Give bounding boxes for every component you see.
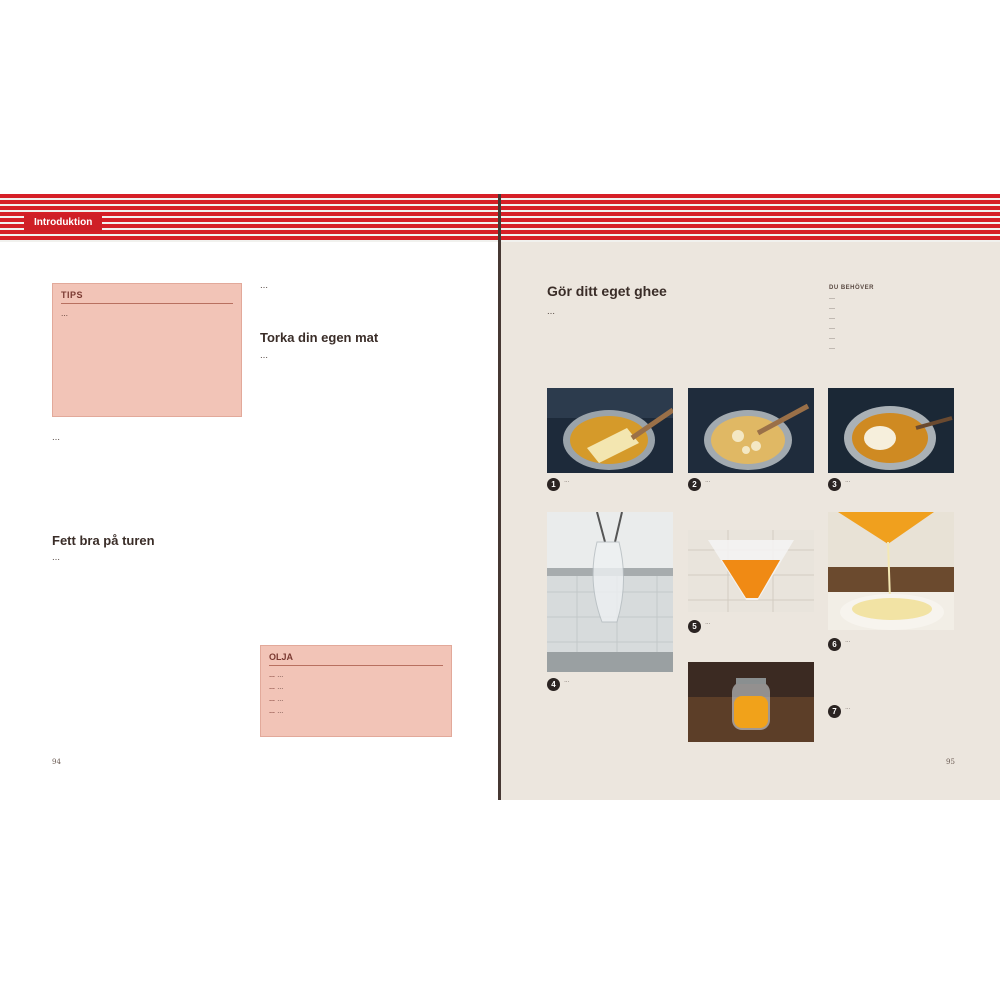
col2-top: … [260, 281, 268, 290]
step-number: 5 [688, 620, 701, 633]
step-number: 4 [547, 678, 560, 691]
step-text: … [845, 638, 851, 644]
step-text: … [845, 478, 851, 484]
facts-box [260, 645, 452, 737]
photo-step-7 [688, 662, 814, 742]
step-5 [688, 620, 814, 631]
step-1 [547, 478, 673, 489]
step-number: 3 [828, 478, 841, 491]
step-4 [547, 678, 673, 689]
step-number: 6 [828, 638, 841, 651]
facts-list [269, 670, 443, 718]
step-6 [828, 638, 954, 649]
recipe-title: Gör ditt eget ghee [547, 283, 667, 299]
ingredient-item: … [829, 294, 835, 301]
ingredient-item: … [829, 314, 835, 321]
step-2 [688, 478, 814, 489]
facts-title: OLJA [269, 652, 443, 666]
page-number-left: 94 [52, 758, 61, 766]
page-number-right: 95 [946, 758, 955, 766]
ingredient-item: … [829, 334, 835, 341]
photo-step-2 [688, 388, 814, 473]
col1-body: … [52, 553, 60, 562]
recipe-intro: … [547, 307, 555, 316]
step-text: … [564, 678, 570, 684]
facts-row: … … [269, 696, 284, 703]
facts-row: … … [269, 684, 284, 691]
step-text: … [705, 620, 711, 626]
tip-title: TIPS [61, 290, 233, 304]
heading-fett-bra: Fett bra på turen [52, 533, 155, 548]
photo-step-3 [828, 388, 954, 473]
ingredient-item: … [829, 324, 835, 331]
section-tab: Introduktion [24, 214, 102, 232]
page-fold [498, 194, 501, 800]
facts-row: … … [269, 708, 284, 715]
facts-row: … … [269, 672, 284, 679]
step-number: 1 [547, 478, 560, 491]
ingredients-list [829, 283, 969, 353]
ingredient-item: … [829, 344, 835, 351]
photo-step-1 [547, 388, 673, 473]
tip-box [52, 283, 242, 417]
step-number: 7 [828, 705, 841, 718]
photo-step-6 [828, 512, 954, 630]
step-3 [828, 478, 954, 489]
col1-intro: … [52, 433, 60, 442]
step-7 [828, 705, 954, 716]
ingredient-item: … [829, 304, 835, 311]
step-text: … [845, 705, 851, 711]
step-text: … [564, 478, 570, 484]
step-number: 2 [688, 478, 701, 491]
ingredients-title: DU BEHÖVER [829, 285, 875, 291]
photo-step-4 [547, 512, 673, 672]
step-text: … [705, 478, 711, 484]
heading-torka: Torka din egen mat [260, 330, 379, 345]
tip-body: … [61, 310, 68, 318]
photo-step-5 [688, 530, 814, 612]
col2-body: … [260, 351, 268, 360]
